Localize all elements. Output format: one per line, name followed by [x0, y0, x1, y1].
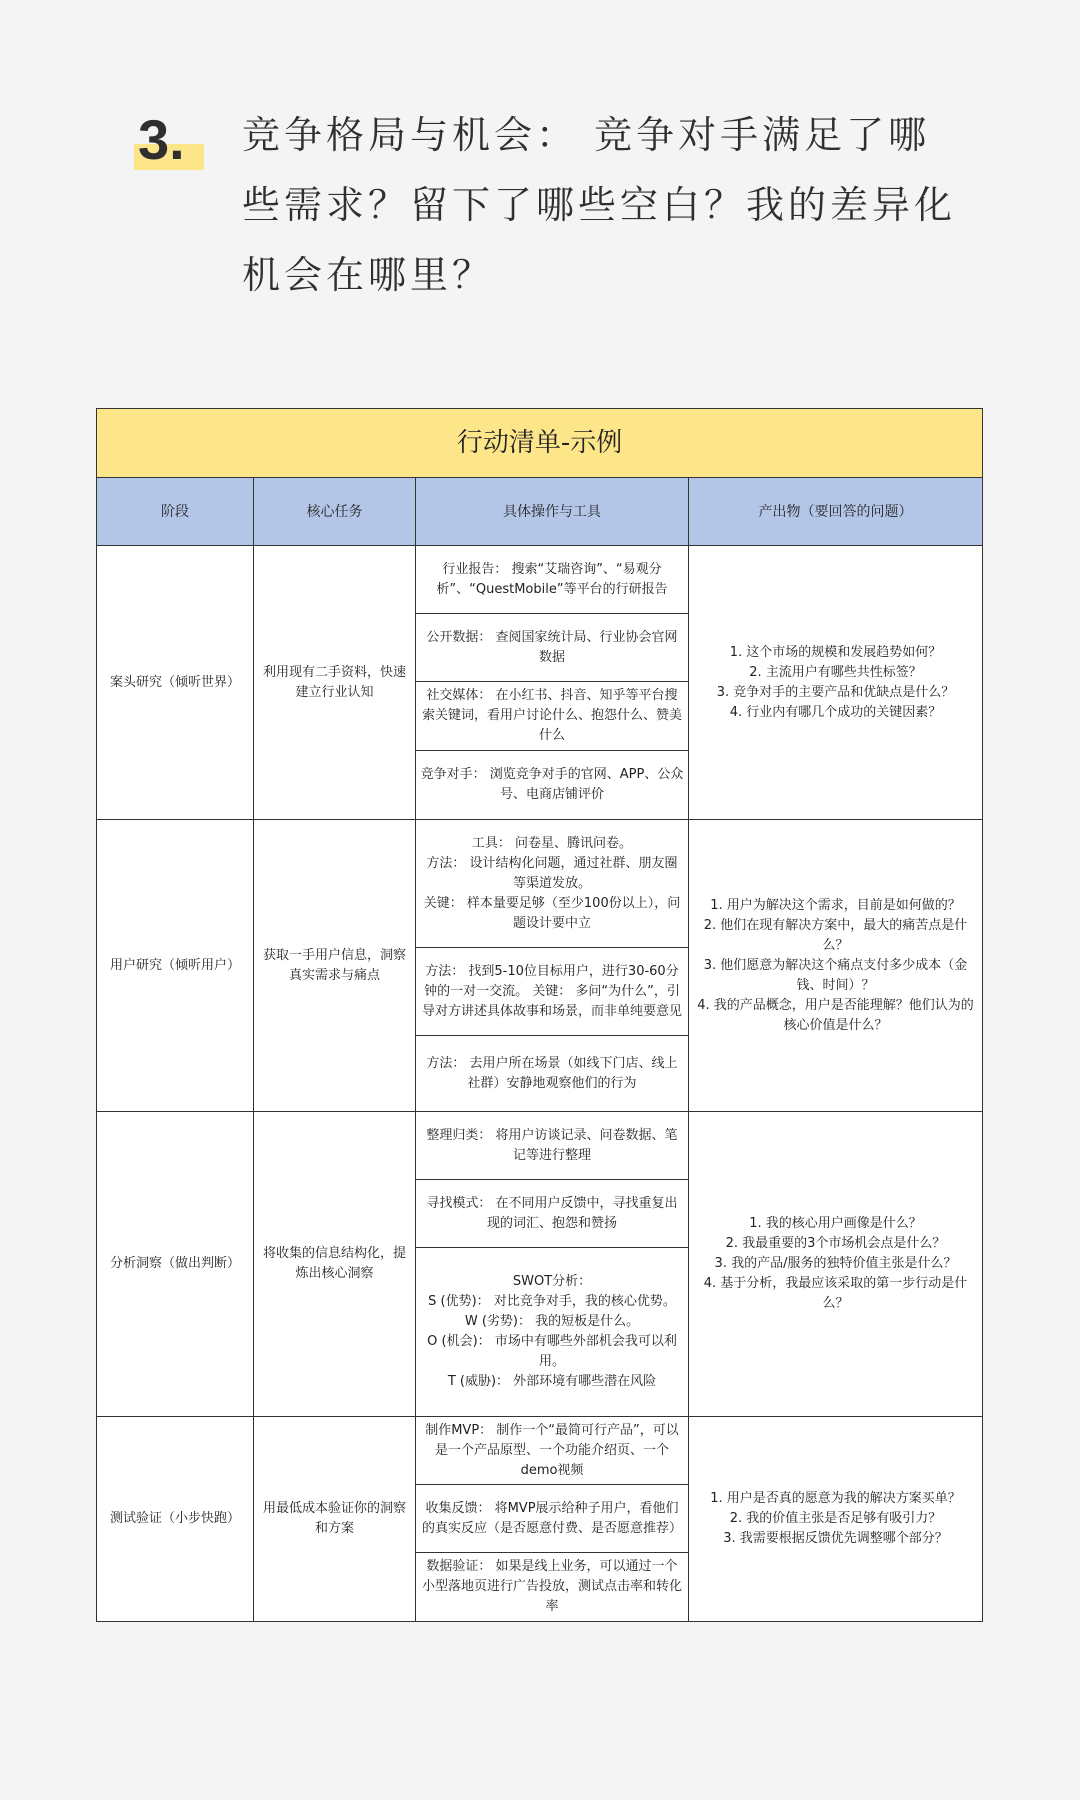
operations-cell — [416, 820, 689, 1112]
operation-item — [416, 1553, 688, 1621]
operation-text: 方法： 设计结构化问题，通过社群、朋友圈等渠道发放。 — [426, 855, 678, 891]
table-row — [97, 1417, 983, 1622]
operation-text: 社交媒体： 在小红书、抖音、知乎等平台搜索关键词，看用户讨论什么、抱怨什么、赞美什么 — [421, 688, 682, 743]
operation-text: 方法： 找到5-10位目标用户，进行30-60分钟的一对一交流。 关键： 多问“为什么”，引导对方讲述具体故事和场景，而非单纯要意见 — [421, 963, 682, 1019]
header-stage: 阶段 — [97, 478, 254, 546]
stage-cell: 分析洞察（做出判断） — [97, 1112, 254, 1417]
header-outputs: 产出物（要回答的问题） — [689, 478, 983, 546]
stage-cell: 测试验证（小步快跑） — [97, 1417, 254, 1622]
table-header-row — [97, 478, 983, 546]
operation-item — [416, 1248, 688, 1416]
table-title: 行动清单-示例 — [97, 409, 983, 478]
operation-text: 关键： 样本量要足够（至少100份以上），问题设计要中立 — [423, 895, 681, 931]
output-question: 1. 这个市场的规模和发展趋势如何？ — [729, 644, 942, 660]
stage-cell: 案头研究（倾听世界） — [97, 546, 254, 820]
operation-item — [416, 1112, 688, 1180]
output-question: 2. 他们在现有解决方案中，最大的痛苦点是什么？ — [703, 917, 968, 953]
output-question: 4. 行业内有哪几个成功的关键因素？ — [729, 704, 942, 720]
output-question: 1. 我的核心用户画像是什么？ — [749, 1216, 922, 1231]
operation-item — [416, 751, 688, 818]
table-row — [97, 1112, 983, 1417]
output-question: 4. 我的产品概念，用户是否能理解？他们认为的核心价值是什么？ — [697, 997, 974, 1033]
operation-item — [416, 1036, 688, 1111]
outputs-cell — [689, 820, 983, 1112]
section-number: 3. — [138, 108, 185, 171]
operation-item — [416, 948, 688, 1036]
outputs-cell — [689, 546, 983, 820]
outputs-cell — [689, 1112, 983, 1417]
task-cell: 利用现有二手资料，快速建立行业认知 — [254, 546, 416, 820]
operation-text: 寻找模式： 在不同用户反馈中，寻找重复出现的词汇、抱怨和赞扬 — [426, 1195, 678, 1231]
operation-text: W (劣势)： 我的短板是什么。 — [464, 1314, 640, 1329]
operation-text: 方法： 去用户所在场景（如线下门店、线上社群）安静地观察他们的行为 — [426, 1055, 678, 1091]
operation-item — [416, 1417, 688, 1485]
operations-cell — [416, 546, 689, 820]
operation-item — [416, 1485, 688, 1553]
output-question: 3. 我需要根据反馈优先调整哪个部分？ — [723, 1531, 948, 1546]
operation-text: 竞争对手： 浏览竞争对手的官网、APP、公众号、电商店铺评价 — [420, 766, 684, 802]
stage-cell: 用户研究（倾听用户） — [97, 820, 254, 1112]
section-number-badge — [130, 110, 206, 176]
operation-item — [416, 546, 688, 614]
output-question: 2. 我最重要的3个市场机会点是什么？ — [725, 1236, 946, 1251]
output-question: 1. 用户是否真的愿意为我的解决方案买单？ — [710, 1491, 961, 1506]
operations-cell — [416, 1417, 689, 1622]
operation-text: SWOT分析： — [512, 1274, 592, 1289]
checklist-table — [96, 408, 983, 1622]
operations-cell — [416, 1112, 689, 1417]
operation-text: 制作MVP： 制作一个“最简可行产品”，可以是一个产品原型、一个功能介绍页、一个 demo视频 — [425, 1422, 679, 1478]
header-operations-tools: 具体操作与工具 — [416, 478, 689, 546]
task-cell: 用最低成本验证你的洞察和方案 — [254, 1417, 416, 1622]
section-heading — [130, 100, 990, 300]
operation-item — [416, 820, 688, 948]
table-row — [97, 546, 983, 820]
operation-item — [416, 682, 688, 751]
table-row — [97, 820, 983, 1112]
operation-text: T (威胁)： 外部环境有哪些潜在风险 — [447, 1374, 657, 1389]
output-question: 4. 基于分析，我最应该采取的第一步行动是什么？ — [703, 1276, 968, 1311]
operation-text: 行业报告： 搜索“艾瑞咨询”、“易观分析”、“QuestMobile”等平台的行研报告 — [436, 561, 668, 597]
operation-text: O (机会)： 市场中有哪些外部机会我可以利用。 — [427, 1334, 677, 1369]
output-question: 3. 我的产品/服务的独特价值主张是什么？ — [714, 1256, 957, 1271]
output-question: 2. 我的价值主张是否足够有吸引力？ — [729, 1511, 942, 1526]
task-cell: 获取一手用户信息，洞察真实需求与痛点 — [254, 820, 416, 1112]
operation-text: 工具： 问卷星、腾讯问卷。 — [471, 835, 633, 851]
operation-text: 数据验证： 如果是线上业务，可以通过一个小型落地页进行广告投放，测试点击率和转化率 — [421, 1559, 682, 1614]
section-title: 竞争格局与机会： 竞争对手满足了哪些需求？留下了哪些空白？我的差异化机会在哪里？ — [242, 113, 957, 297]
output-question: 3. 他们愿意为解决这个痛点支付多少成本（金钱、时间）？ — [703, 957, 968, 993]
operation-text: 整理归类： 将用户访谈记录、问卷数据、笔记等进行整理 — [426, 1127, 678, 1163]
output-question: 2. 主流用户有哪些共性标签？ — [749, 664, 922, 680]
output-question: 3. 竞争对手的主要产品和优缺点是什么？ — [716, 684, 955, 700]
outputs-cell — [689, 1417, 983, 1622]
operation-item — [416, 1180, 688, 1248]
action-checklist-table — [96, 408, 982, 1622]
operation-text: 公开数据： 查阅国家统计局、行业协会官网数据 — [426, 629, 678, 665]
operation-item — [416, 614, 688, 682]
operation-text: 收集反馈： 将MVP展示给种子用户，看他们的真实反应（是否愿意付费、是否愿意推荐） — [421, 1500, 682, 1536]
header-core-task: 核心任务 — [254, 478, 416, 546]
task-cell: 将收集的信息结构化，提炼出核心洞察 — [254, 1112, 416, 1417]
output-question: 1. 用户为解决这个需求，目前是如何做的？ — [710, 897, 961, 913]
operation-text: S (优势)： 对比竞争对手，我的核心优势。 — [428, 1294, 676, 1309]
